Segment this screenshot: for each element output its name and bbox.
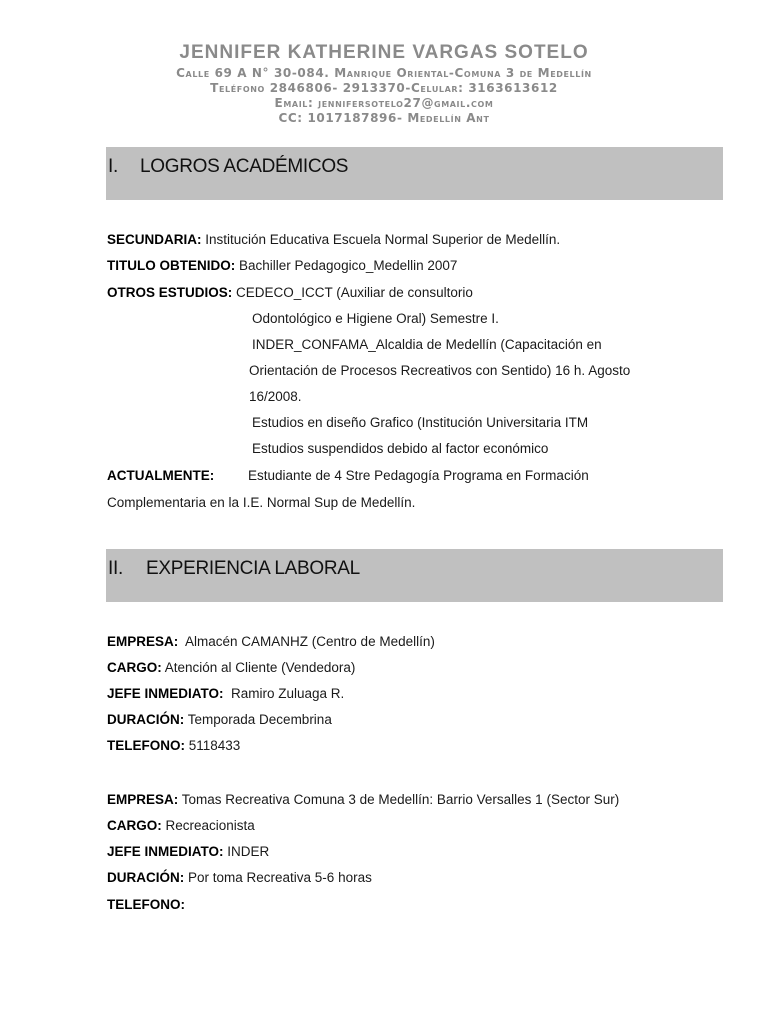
section-academic-heading [106, 147, 723, 200]
field-value: CEDECO_ICCT (Auxiliar de consultorio [232, 285, 473, 300]
section-title: EXPERIENCIA LABORAL [146, 558, 360, 579]
address-line: Calle 69 A N° 30-084. Manrique Oriental-Comuna 3 de Medellín [176, 66, 592, 80]
job2-telefono-row [107, 896, 185, 914]
actualmente-continuation: Complementaria en la I.E. Normal Sup de Medellín. [107, 495, 416, 510]
field-label: SECUNDARIA: [107, 232, 202, 247]
field-value: Por toma Recreativa 5-6 horas [184, 870, 372, 885]
job1-jefe-row [107, 685, 344, 703]
actualmente-value: Estudiante de 4 Stre Pedagogía Programa en Formación [248, 468, 589, 483]
field-value: Temporada Decembrina [184, 712, 332, 727]
field-label: DURACIÓN: [107, 712, 185, 727]
email-line: Email: jennifersotelo27@gmail.com [274, 96, 494, 110]
section-number: II. [108, 558, 123, 579]
otros-estudios-line: Estudios en diseño Grafico (Institución Universitaria ITM [252, 415, 589, 430]
field-label: JEFE INMEDIATO: [107, 686, 224, 701]
otros-estudios-line: 16/2008. [249, 389, 302, 404]
field-label: OTROS ESTUDIOS: [107, 285, 233, 300]
section-experience-heading [106, 549, 723, 602]
field-label: ACTUALMENTE: [107, 468, 215, 483]
job1-empresa-row [107, 633, 435, 651]
field-value: Tomas Recreativa Comuna 3 de Medellín: Barrio Versalles 1 (Sector Sur) [178, 792, 620, 807]
job1-cargo-row [107, 659, 355, 677]
id-line: CC: 1017187896- Medellín Ant [278, 111, 490, 125]
job1-duracion-row [107, 711, 332, 729]
field-label: EMPRESA: [107, 634, 179, 649]
field-label: DURACIÓN: [107, 870, 185, 885]
job1-telefono-row [107, 737, 240, 755]
field-label: CARGO: [107, 818, 162, 833]
field-label: JEFE INMEDIATO: [107, 844, 224, 859]
otros-estudios-line: Orientación de Procesos Recreativos con Sentido) 16 h. Agosto [249, 363, 631, 378]
field-value: 5118433 [185, 738, 241, 753]
field-value: Atención al Cliente (Vendedora) [161, 660, 356, 675]
section-title: LOGROS ACADÉMICOS [140, 156, 349, 177]
field-label: CARGO: [107, 660, 162, 675]
field-label: EMPRESA: [107, 792, 179, 807]
job2-jefe-row [107, 843, 269, 861]
job2-empresa-row [107, 791, 619, 809]
otros-estudios-row [107, 284, 473, 302]
field-value: Almacén CAMANHZ (Centro de Medellín) [178, 634, 435, 649]
phone-line: Teléfono 2846806- 2913370-Celular: 3163613612 [210, 81, 558, 95]
field-value: Recreacionista [161, 818, 255, 833]
job2-cargo-row [107, 817, 255, 835]
field-label: TELEFONO: [107, 738, 185, 753]
otros-estudios-line: Estudios suspendidos debido al factor económico [252, 441, 549, 456]
field-value: Bachiller Pedagogico_Medellin 2007 [235, 258, 458, 273]
titulo-row [107, 257, 457, 275]
field-label: TELEFONO: [107, 897, 185, 912]
field-value: INDER [223, 844, 270, 859]
otros-estudios-line: INDER_CONFAMA_Alcaldia de Medellín (Capacitación en [252, 337, 602, 352]
job2-duracion-row [107, 869, 372, 887]
field-value: Ramiro Zuluaga R. [223, 686, 345, 701]
cv-header [0, 40, 768, 126]
field-label: TITULO OBTENIDO: [107, 258, 236, 273]
section-number: I. [108, 156, 118, 177]
otros-estudios-line: Odontológico e Higiene Oral) Semestre I. [252, 311, 499, 326]
field-value: Institución Educativa Escuela Normal Superior de Medellín. [201, 232, 561, 247]
candidate-name: JENNIFER KATHERINE VARGAS SOTELO [179, 42, 589, 63]
actualmente-row [107, 467, 214, 485]
secundaria-row [107, 231, 560, 249]
